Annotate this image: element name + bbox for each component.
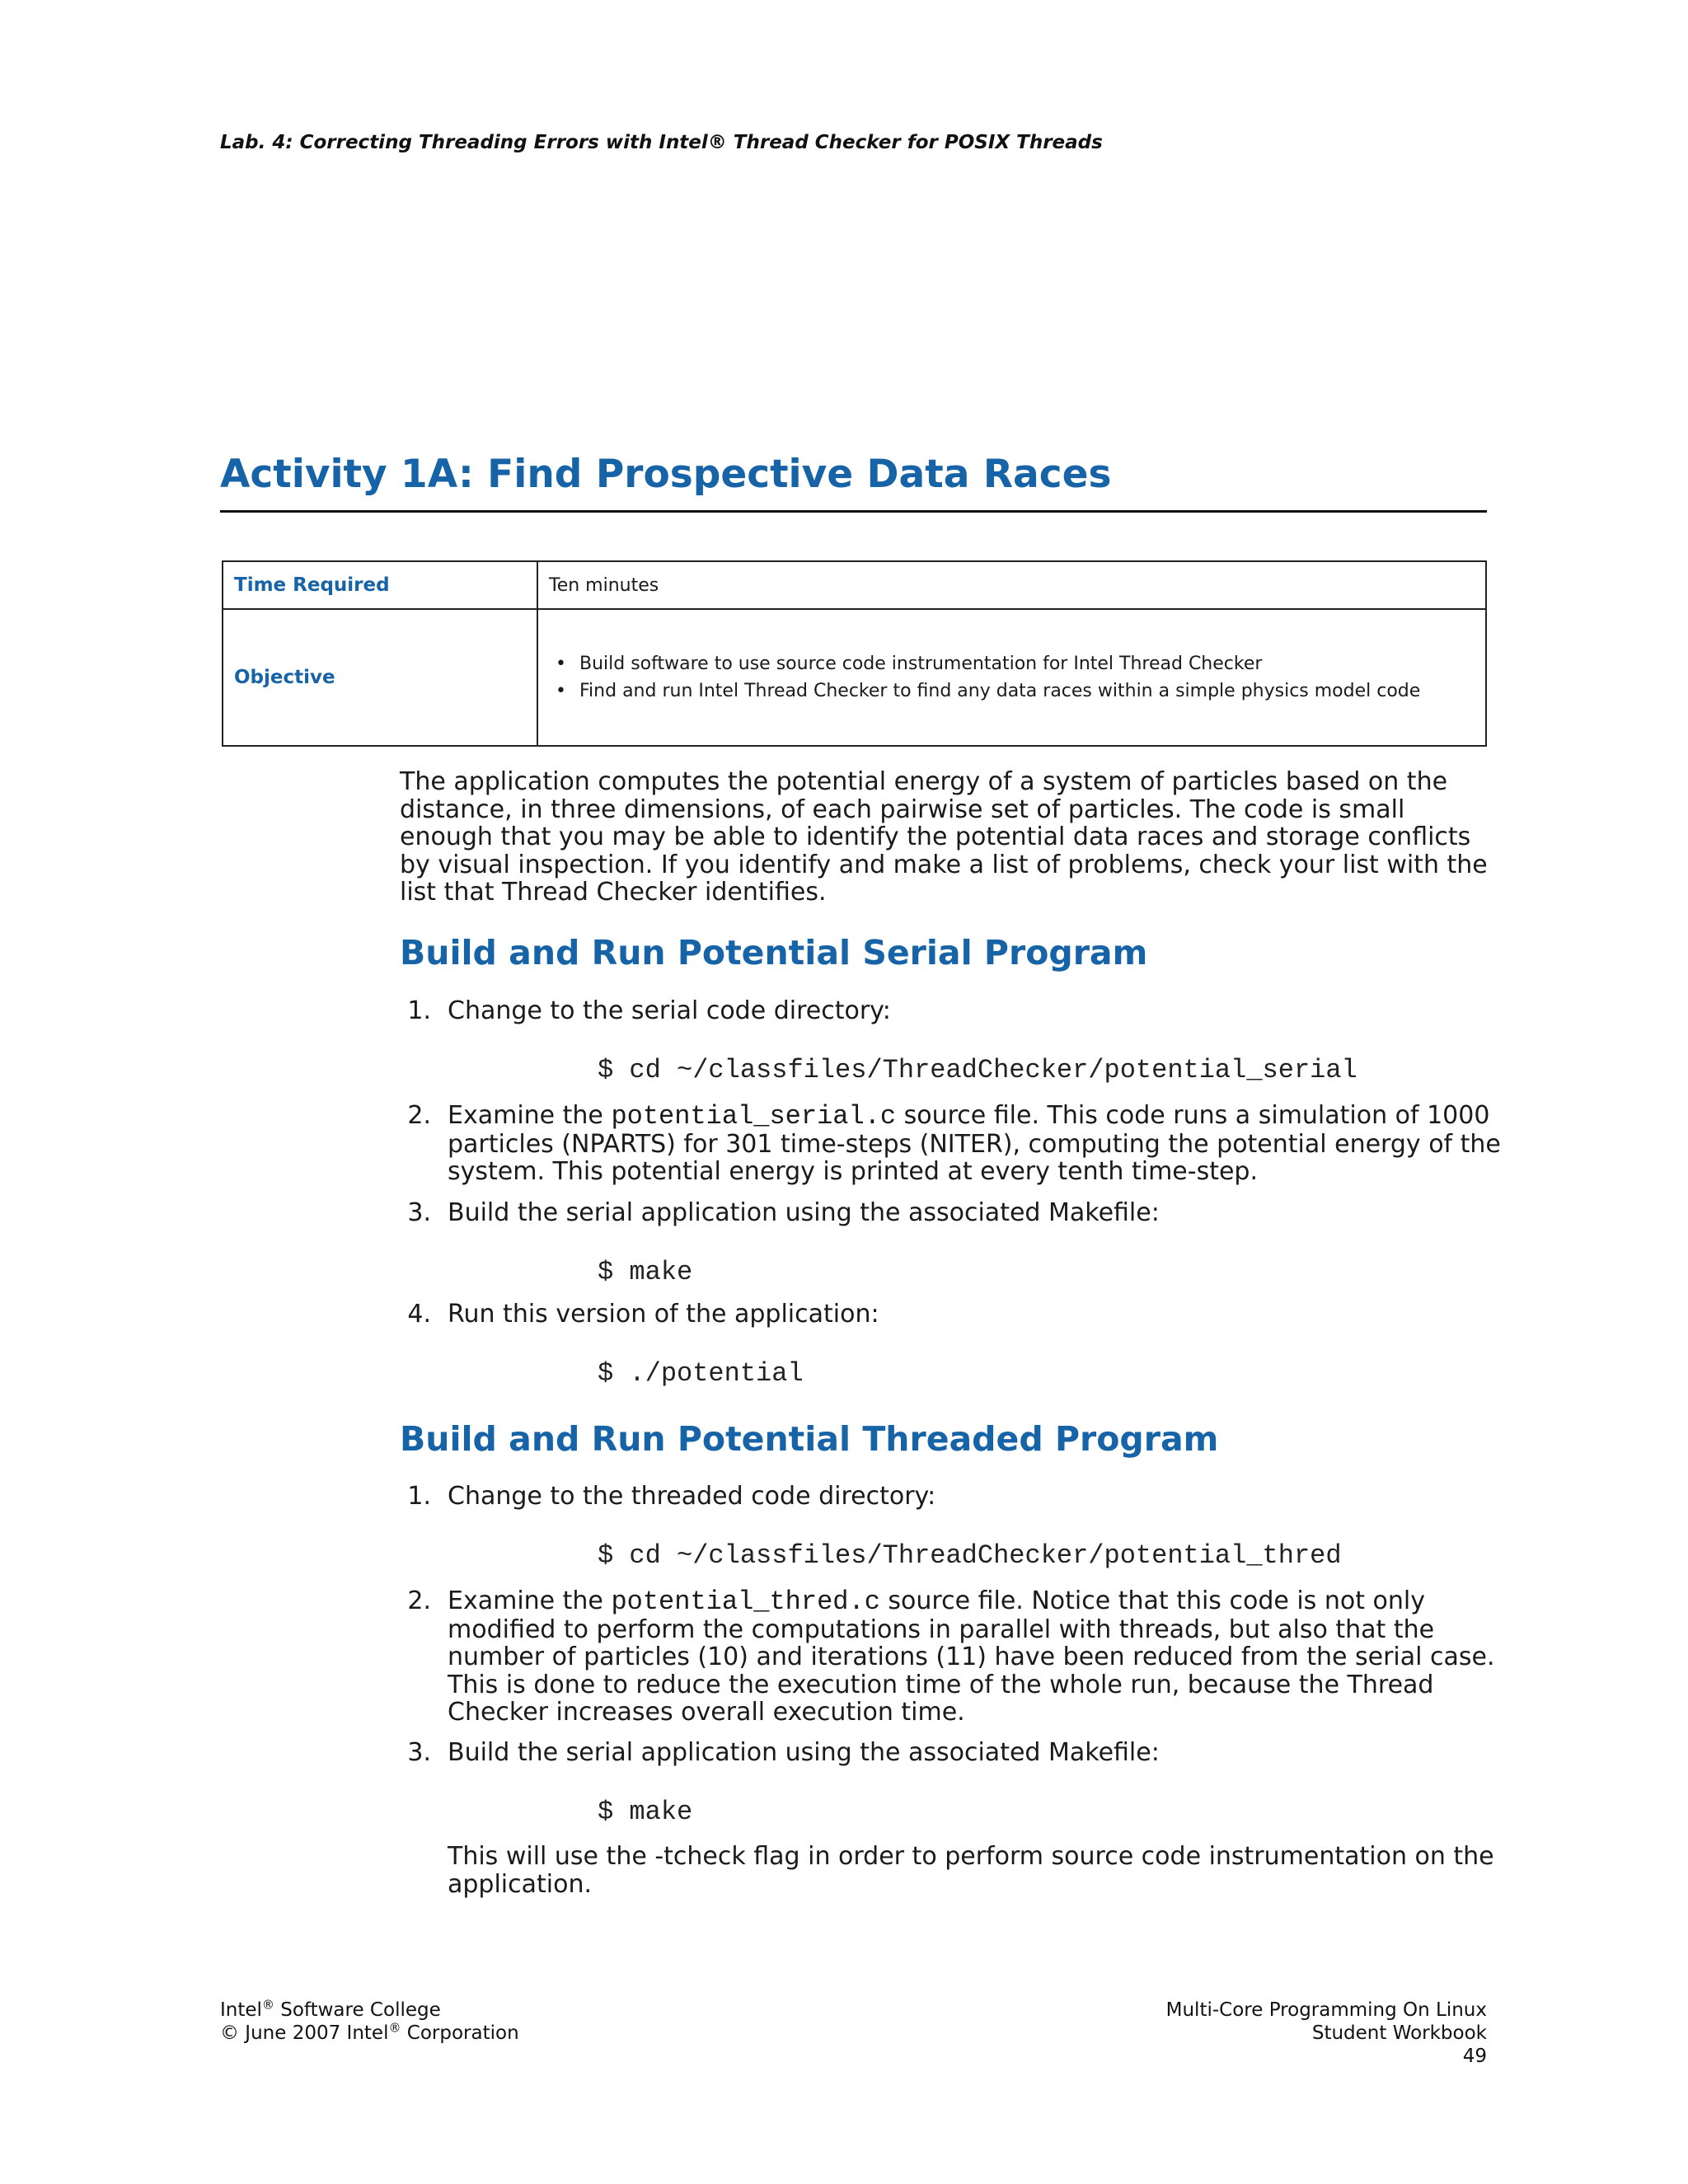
section-heading-threaded: Build and Run Potential Threaded Program [400,1419,1219,1459]
running-header: Lab. 4: Correcting Threading Errors with Intel® Thread Checker for POSIX Threads [220,132,1103,153]
objective-label: Objective [223,609,537,746]
step-number: 1. [407,1482,431,1511]
activity-title: Activity 1A: Find Prospective Data Races [220,452,1112,497]
step-text: Change to the serial code directory: [448,996,891,1025]
time-required-value: Ten minutes [537,561,1486,609]
step-text: Change to the threaded code directory: [448,1482,936,1511]
activity-info-table [222,560,1487,747]
objective-row [223,609,1486,746]
step-text: Examine the potential_thred.c source file. Notice that this code is not only modified to perform the computations in parallel with threads, but also that the number of particles (10) and iterations (11) have been reduced from the serial case. This is done to reduce the execution time of the whole run, because the Thread Checker increases overall execution time. [448,1586,1495,1727]
closing-note: This will use the -tcheck flag in order to perform source code instrumentation on the application. [448,1842,1494,1899]
step-number: 3. [407,1738,431,1767]
step-text: Build the serial application using the associated Makefile: [448,1198,1160,1227]
objective-item: • Build software to use source code instrumentation for Intel Thread Checker [556,654,1263,674]
code-command: $ ./potential [598,1358,804,1389]
footer-book-title: Multi-Core Programming On Linux [1165,1999,1487,2021]
code-command: $ cd ~/classfiles/ThreadChecker/potential_serial [598,1055,1357,1085]
inline-code-filename: potential_serial.c [611,1101,897,1132]
objective-cell [537,609,1486,746]
time-required-label: Time Required [223,561,537,609]
objective-list [549,653,1475,702]
title-rule [220,510,1487,513]
bullet-icon: • [556,681,566,701]
code-command: $ make [598,1797,693,1827]
inline-code-filename: potential_thred.c [611,1586,880,1617]
step-text: Build the serial application using the associated Makefile: [448,1738,1160,1767]
footer-right [1166,1999,1487,2068]
objective-item: • Find and run Intel Thread Checker to find any data races within a simple physics model code [556,681,1421,701]
intro-paragraph: The application computes the potential energy of a system of particles based on the distance, in three dimensions, of each pairwise set of particles. The code is small enough that you may be able to identify the potential data races and storage conflicts by visual inspection. If you identify and make a list of problems, check your list with the list that Thread Checker identifies. [400,767,1488,907]
footer-copyright: © June 2007 Intel® Corporation [220,2020,519,2044]
code-command: $ make [598,1257,693,1287]
step-number: 1. [407,996,431,1025]
section-heading-serial: Build and Run Potential Serial Program [400,933,1148,972]
page-number: 49 [1462,2046,1487,2067]
footer-publisher: Intel® Software College [220,1997,441,2021]
step-number: 2. [407,1101,431,1130]
footer-left [220,1999,519,2045]
step-number: 2. [407,1586,431,1615]
code-command: $ cd ~/classfiles/ThreadChecker/potential_thred [598,1540,1342,1571]
time-required-row [223,561,1486,609]
bullet-icon: • [556,654,566,674]
footer-book-subtitle: Student Workbook [1311,2022,1487,2044]
step-text: Run this version of the application: [448,1300,879,1329]
step-text: Examine the potential_serial.c source file. This code runs a simulation of 1000 particles (NPARTS) for 301 time-steps (NITER), computing the potential energy of the system. This potential energy is printed at every tenth time-step. [448,1101,1501,1186]
step-number: 4. [407,1300,431,1329]
step-number: 3. [407,1198,431,1227]
